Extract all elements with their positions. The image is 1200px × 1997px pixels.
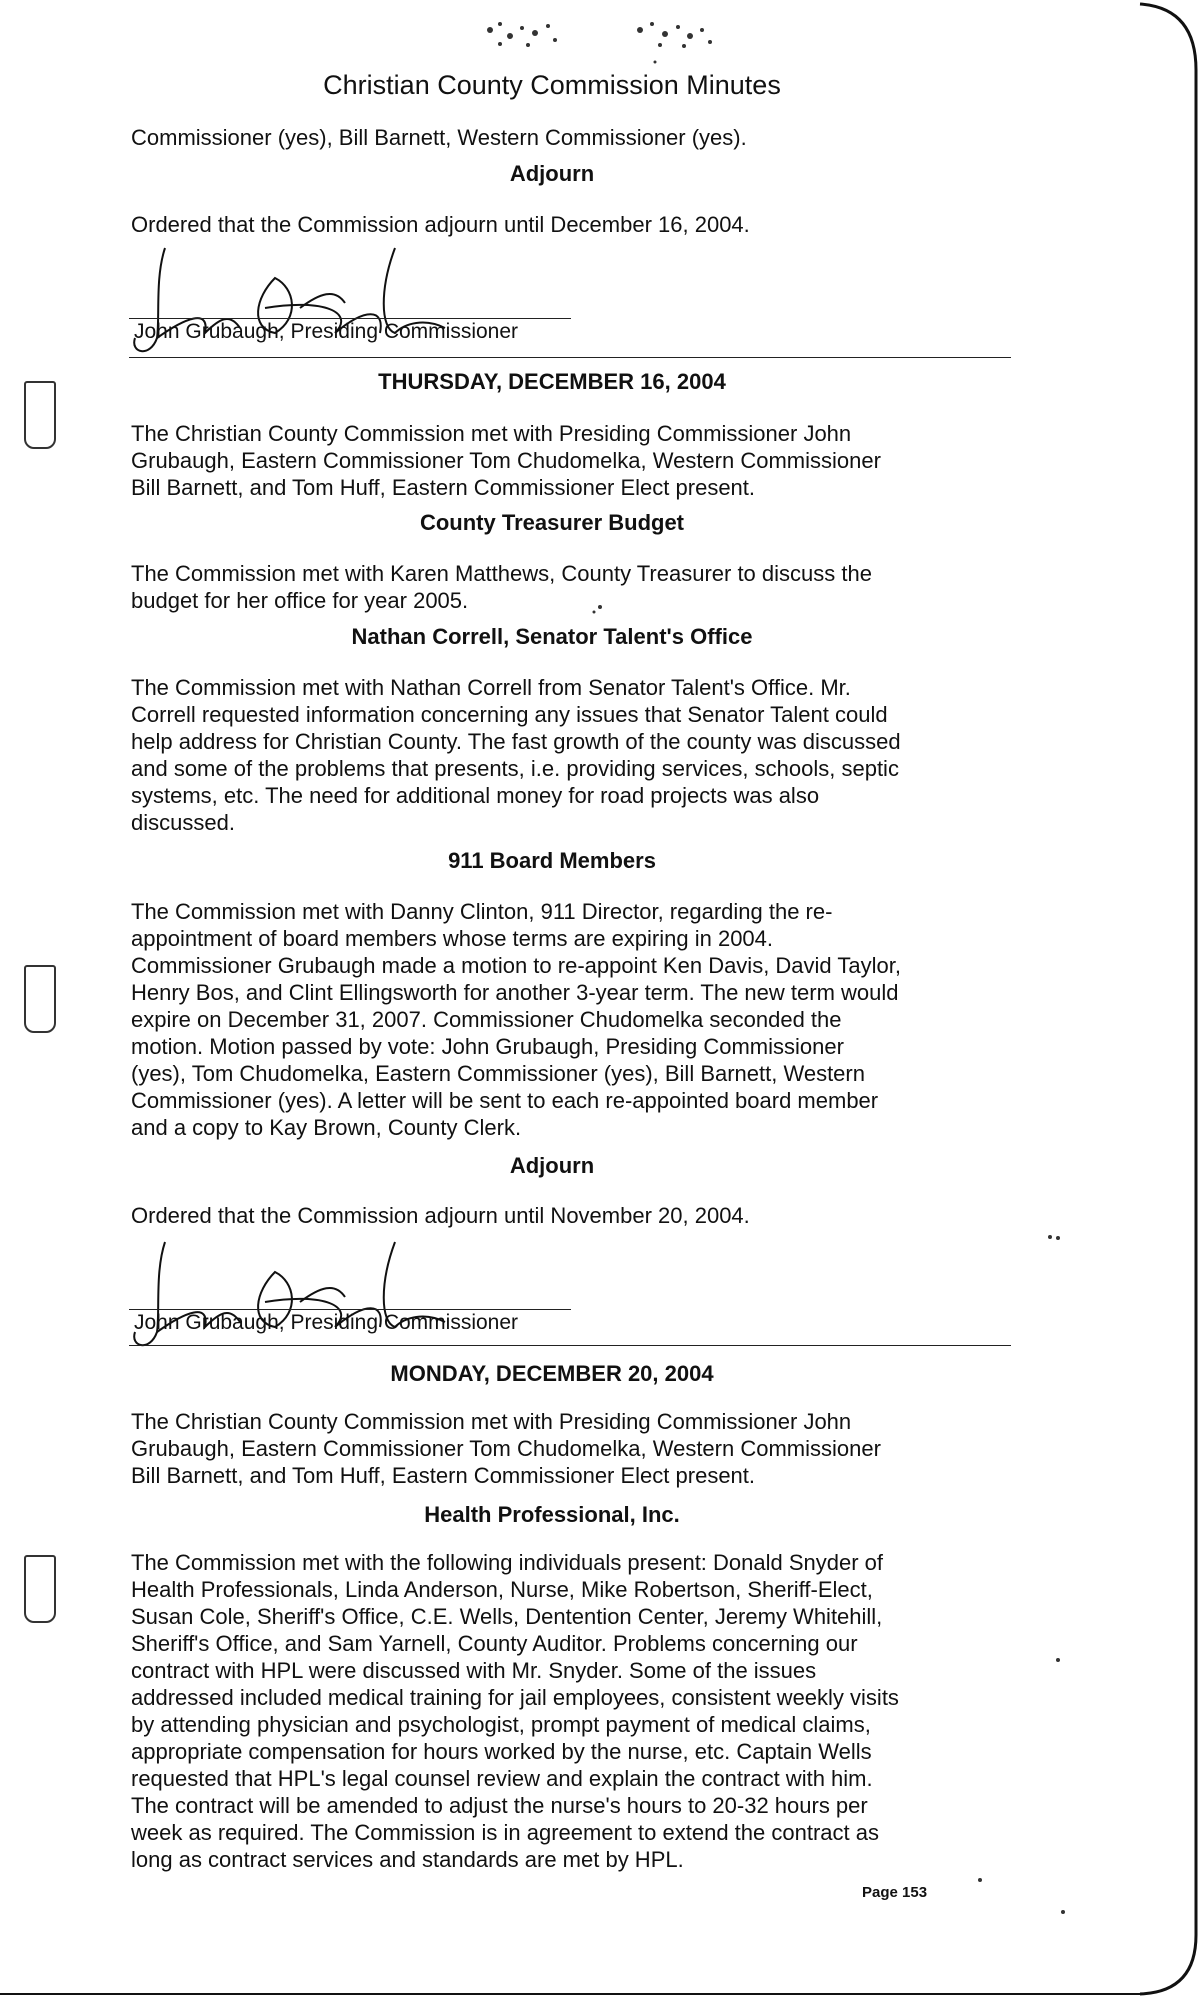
signature-2 bbox=[125, 1232, 465, 1362]
signature-1 bbox=[125, 238, 465, 368]
signature-line-2 bbox=[129, 1309, 571, 1310]
signature-caption-2: John Grubaugh, Presiding Commissioner bbox=[134, 1311, 519, 1334]
signature-line-1 bbox=[129, 318, 571, 319]
binder-hole-1 bbox=[24, 381, 56, 449]
intro-line: Commissioner (yes), Bill Barnett, Western Commissioner (yes). bbox=[131, 125, 747, 150]
date-heading-dec-20: MONDAY, DECEMBER 20, 2004 bbox=[390, 1361, 714, 1386]
section-heading-nathan-correll: Nathan Correll, Senator Talent's Office bbox=[351, 624, 753, 649]
section-heading-911-board: 911 Board Members bbox=[448, 848, 656, 873]
binder-hole-3 bbox=[24, 1555, 56, 1623]
attendance-dec-20: The Christian County Commission met with Presiding Commissioner John Grubaugh, Eastern Commissioner Tom Chudomelka, Western Commissioner Bill Barnett, and Tom Huff, Eastern Commissioner Elect present. bbox=[131, 1409, 881, 1488]
section-text-911-board: The Commission met with Danny Clinton, 911 Director, regarding the re- appointment of board members whose terms are expiring in 2004. Commissioner Grubaugh made a motion to re-appoint Ken Davis, David Taylor, Henry Bos, and Clint Ellingsworth for another 3-year term. The new term would expire on December 31, 2007. Commissioner Chudomelka seconded the motion. Motion passed by vote: John Grubaugh, Presiding Commissioner (yes), Tom Chudomelka, Eastern Commissioner (yes), Bill Barnett, Western Commissioner (yes). A letter will be sent to each re-appointed board member and a copy to Kay Brown, County Clerk. bbox=[131, 899, 901, 1140]
signature-caption-1: John Grubaugh, Presiding Commissioner bbox=[134, 320, 519, 343]
section-text-nathan-correll: The Commission met with Nathan Correll from Senator Talent's Office. Mr. Correll requested information concerning any issues that Senator Talent could help address for Christian County. The fast growth of the county was discussed and some of the problems that presents, i.e. providing services, schools, septic systems, etc. The need for additional money for road projects was also discussed. bbox=[131, 675, 901, 835]
section-text-treasurer-budget: The Commission met with Karen Matthews, County Treasurer to discuss the budget for her office for year 2005. bbox=[131, 561, 872, 613]
adjourn-heading-2: Adjourn bbox=[509, 1153, 595, 1178]
date-heading-dec-16: THURSDAY, DECEMBER 16, 2004 bbox=[378, 369, 726, 394]
section-heading-health-professional: Health Professional, Inc. bbox=[424, 1502, 680, 1527]
section-divider-1 bbox=[129, 357, 1011, 358]
adjourn-text-1: Ordered that the Commission adjourn until December 16, 2004. bbox=[131, 212, 750, 237]
section-text-health-professional: The Commission met with the following individuals present: Donald Snyder of Health Professionals, Linda Anderson, Nurse, Mike Robertson, Sheriff-Elect, Susan Cole, Sheriff's Office, C.E. Wells, Dentention Center, Jeremy Whitehill, Sheriff's Office, and Sam Yarnell, County Auditor. Problems concerning our contract with HPL were discussed with Mr. Snyder. Some of the issues addressed included medical training for jail employees, consistent weekly visits by attending physician and psychologist, prompt payment of medical claims, appropriate compensation for hours worked by the nurse, etc. Captain Wells requested that HPL's legal counsel review and explain the contract with him. The contract will be amended to adjust the nurse's hours to 20-32 hours per week as required. The Commission is in agreement to extend the contract as long as contract services and standards are met by HPL. bbox=[131, 1550, 899, 1872]
adjourn-text-2: Ordered that the Commission adjourn until November 20, 2004. bbox=[131, 1203, 750, 1228]
adjourn-heading-1: Adjourn bbox=[509, 161, 595, 186]
page-number: Page 153 bbox=[862, 1884, 928, 1901]
attendance-dec-16: The Christian County Commission met with Presiding Commissioner John Grubaugh, Eastern Commissioner Tom Chudomelka, Western Commissioner Bill Barnett, and Tom Huff, Eastern Commissioner Elect present. bbox=[131, 421, 881, 500]
section-heading-treasurer-budget: County Treasurer Budget bbox=[419, 510, 685, 535]
section-divider-2 bbox=[129, 1345, 1011, 1346]
binder-hole-2 bbox=[24, 965, 56, 1033]
document-title: Christian County Commission Minutes bbox=[323, 70, 781, 100]
